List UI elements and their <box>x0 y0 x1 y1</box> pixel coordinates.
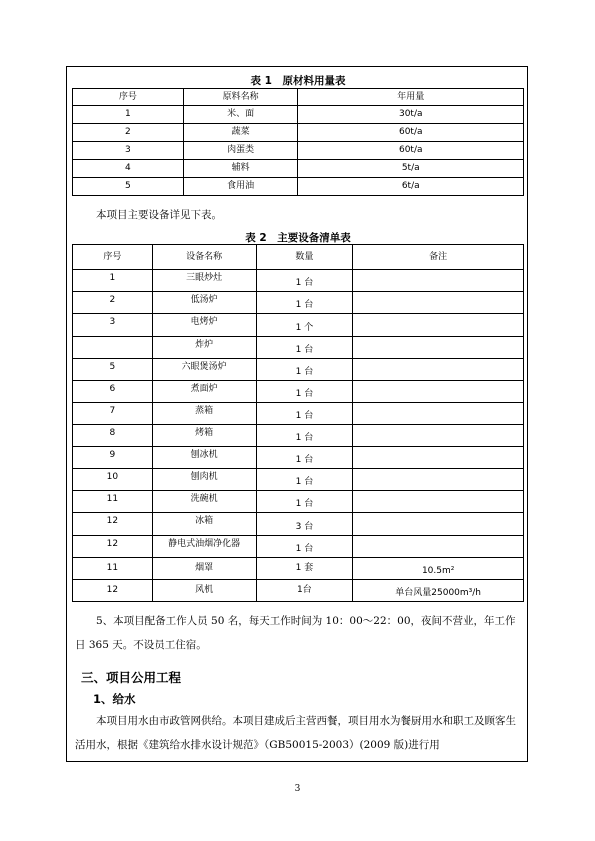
table2-cell: 刨肉机 <box>152 469 256 491</box>
table2-header-cell: 序号 <box>73 245 153 270</box>
table2-cell: 7 <box>73 403 153 425</box>
table2-cell: 11 <box>73 491 153 513</box>
table2-cell: 六眼煲汤炉 <box>152 359 256 381</box>
table2-cell <box>353 337 524 359</box>
table2-row <box>73 337 524 359</box>
subsection-heading: 1、给水 <box>93 692 136 706</box>
table2-cell: 10.5m² <box>353 558 524 580</box>
table1-cell: 5t/a <box>298 160 524 178</box>
table2-row <box>73 270 524 292</box>
table2-cell <box>353 491 524 513</box>
table1-cell: 3 <box>73 142 184 160</box>
table2-cell: 5 <box>73 359 153 381</box>
table2-cell: 3 台 <box>256 513 353 536</box>
table2-cell: 1 个 <box>256 314 353 337</box>
table2-cell: 煮面炉 <box>152 381 256 403</box>
raw-materials-table <box>72 88 524 196</box>
table1-cell: 辅料 <box>183 160 298 178</box>
table2-cell <box>353 314 524 337</box>
table2-cell <box>353 513 524 536</box>
table2-cell: 洗碗机 <box>152 491 256 513</box>
equipment-table <box>72 244 524 602</box>
table2-cell: 风机 <box>152 580 256 602</box>
table2-cell: 三眼炒灶 <box>152 270 256 292</box>
equipment-intro-text: 本项目主要设备详见下表。 <box>96 209 222 221</box>
table1-row <box>73 142 524 160</box>
table2-row <box>73 314 524 337</box>
table1-header-cell: 原料名称 <box>183 89 298 106</box>
table1-cell: 6t/a <box>298 178 524 196</box>
table2-cell <box>353 359 524 381</box>
table2-cell: 1 台 <box>256 536 353 558</box>
table2-cell: 1 台 <box>256 292 353 314</box>
table2-cell: 8 <box>73 425 153 447</box>
table2-cell: 1 台 <box>256 447 353 469</box>
table2-cell <box>353 403 524 425</box>
table2-row <box>73 359 524 381</box>
table2-cell: 6 <box>73 381 153 403</box>
table1-cell: 食用油 <box>183 178 298 196</box>
table2-cell: 3 <box>73 314 153 337</box>
table1-title: 表 1 原材料用量表 <box>250 75 346 87</box>
table1-row <box>73 106 524 124</box>
table1-cell: 60t/a <box>298 124 524 142</box>
table2-cell: 静电式油烟净化器 <box>152 536 256 558</box>
table2-cell <box>353 381 524 403</box>
table2-cell: 2 <box>73 292 153 314</box>
table2-cell <box>353 292 524 314</box>
table2-row <box>73 381 524 403</box>
table1-header-cell: 年用量 <box>298 89 524 106</box>
table2-cell: 1 台 <box>256 469 353 491</box>
table2-cell: 12 <box>73 536 153 558</box>
table2-row <box>73 403 524 425</box>
table2-row <box>73 536 524 558</box>
table2-title: 表 2 主要设备清单表 <box>245 232 351 244</box>
table2-cell <box>353 536 524 558</box>
table2-cell: 1 台 <box>256 381 353 403</box>
table1-row <box>73 160 524 178</box>
table2-cell: 烟罩 <box>152 558 256 580</box>
table2-cell: 炸炉 <box>152 337 256 359</box>
table1-cell: 肉蛋类 <box>183 142 298 160</box>
table1-cell: 米、面 <box>183 106 298 124</box>
water-supply-paragraph: 本项目用水由市政管网供给。本项目建成后主营西餐，项目用水为餐厨用水和职工及顾客生活用水，根据《建筑给水排水设计规范》（GB50015-2003）(2009 版)进行用 <box>75 715 516 751</box>
table2-cell: 10 <box>73 469 153 491</box>
table1-cell: 1 <box>73 106 184 124</box>
table2-row <box>73 558 524 580</box>
table1-cell: 蔬菜 <box>183 124 298 142</box>
table2-header-cell: 备注 <box>353 245 524 270</box>
table2-row <box>73 513 524 536</box>
table2-cell: 1 台 <box>256 403 353 425</box>
table1-row <box>73 124 524 142</box>
table2-cell: 1 套 <box>256 558 353 580</box>
table2-row <box>73 292 524 314</box>
table2-cell: 冰箱 <box>152 513 256 536</box>
table2-header-cell: 数量 <box>256 245 353 270</box>
table2-row <box>73 425 524 447</box>
table2-cell: 12 <box>73 580 153 602</box>
table1-header-cell: 序号 <box>73 89 184 106</box>
table2-header-row <box>73 245 524 270</box>
table2-cell: 1 台 <box>256 491 353 513</box>
table2-cell: 1 台 <box>256 337 353 359</box>
table2-cell: 烤箱 <box>152 425 256 447</box>
table2-cell: 9 <box>73 447 153 469</box>
table2-cell: 1台 <box>256 580 353 602</box>
table2-cell: 电烤炉 <box>152 314 256 337</box>
table2-row <box>73 491 524 513</box>
section-heading: 三、项目公用工程 <box>81 670 182 685</box>
table2-cell: 单台风量25000m³/h <box>353 580 524 602</box>
table2-cell: 1 台 <box>256 359 353 381</box>
table2-cell <box>353 425 524 447</box>
table2-cell: 1 台 <box>256 425 353 447</box>
table1-cell: 4 <box>73 160 184 178</box>
table1-cell: 60t/a <box>298 142 524 160</box>
table2-cell <box>353 270 524 292</box>
table2-cell <box>353 447 524 469</box>
table1-header-row <box>73 89 524 106</box>
table2-cell <box>73 337 153 359</box>
table2-cell: 1 <box>73 270 153 292</box>
table2-cell: 刨冰机 <box>152 447 256 469</box>
table2-cell: 12 <box>73 513 153 536</box>
table1-cell: 30t/a <box>298 106 524 124</box>
page-frame <box>66 66 528 762</box>
table2-cell: 低汤炉 <box>152 292 256 314</box>
table2-cell: 1 台 <box>256 270 353 292</box>
page-number: 3 <box>294 784 301 794</box>
staff-paragraph: 5、本项目配备工作人员 50 名，每天工作时间为 10：00～22：00，夜间不营业，年工作日 365 天。不设员工住宿。 <box>75 615 516 651</box>
table2-row <box>73 580 524 602</box>
table2-cell <box>353 469 524 491</box>
table1-cell: 5 <box>73 178 184 196</box>
table2-row <box>73 447 524 469</box>
table2-cell: 11 <box>73 558 153 580</box>
table1-cell: 2 <box>73 124 184 142</box>
table2-cell: 蒸箱 <box>152 403 256 425</box>
table2-header-cell: 设备名称 <box>152 245 256 270</box>
table2-row <box>73 469 524 491</box>
table1-row <box>73 178 524 196</box>
